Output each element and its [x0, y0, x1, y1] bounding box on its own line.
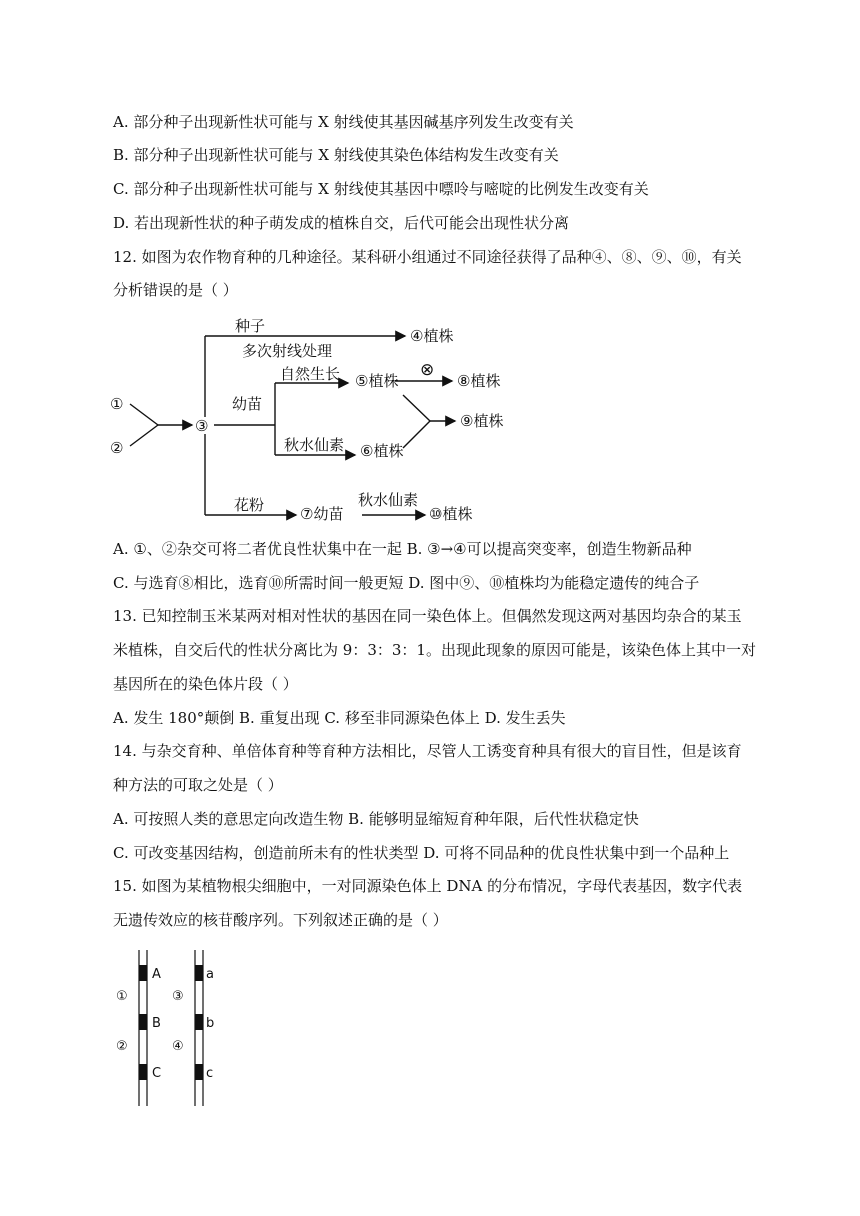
node-2: ② [110, 439, 124, 457]
q15-stem-line2: 无遗传效应的核苷酸序列。下列叙述正确的是（ ） [113, 911, 448, 929]
gene-B: B [152, 1016, 161, 1031]
q13-options: A. 发生 180°颠倒 B. 重复出现 C. 移至非同源染色体上 D. 发生丢失 [113, 709, 566, 727]
node-1: ① [110, 395, 124, 413]
plant-5: ⑤植株 [355, 372, 399, 390]
label-seed: 种子 [235, 317, 266, 335]
seedling-7: ⑦幼苗 [300, 505, 344, 523]
q11-option-c: C. 部分种子出现新性状可能与 X 射线使其基因中嘌呤与嘧啶的比例发生改变有关 [113, 180, 649, 198]
q15-stem-line1: 15. 如图为某植物根尖细胞中，一对同源染色体上 DNA 的分布情况，字母代表基因，数字代表 [113, 877, 743, 895]
segment-3: ③ [172, 989, 184, 1004]
segment-1: ① [116, 989, 128, 1004]
plant-8: ⑧植株 [457, 372, 501, 390]
breeding-pathway-diagram [100, 305, 540, 535]
gene-c: c [206, 1066, 214, 1081]
plant-6: ⑥植株 [360, 442, 404, 460]
label-seedling: 幼苗 [232, 395, 263, 413]
selfing-symbol: ⊗ [420, 360, 435, 380]
label-colchicine-2: 秋水仙素 [358, 491, 419, 509]
gene-b: b [206, 1016, 215, 1031]
label-pollen: 花粉 [234, 496, 265, 514]
label-radiation: 多次射线处理 [242, 342, 333, 360]
q11-option-a: A. 部分种子出现新性状可能与 X 射线使其基因碱基序列发生改变有关 [113, 113, 574, 131]
q14-options-cd: C. 可改变基因结构，创造前所未有的性状类型 D. 可将不同品种的优良性状集中到一个品种上 [113, 844, 730, 862]
label-colchicine-1: 秋水仙素 [284, 436, 345, 454]
q14-options-ab: A. 可按照人类的意思定向改造生物 B. 能够明显缩短育种年限，后代性状稳定快 [113, 810, 639, 828]
node-3: ③ [195, 417, 209, 435]
label-natural-growth: 自然生长 [280, 365, 341, 383]
q11-option-b: B. 部分种子出现新性状可能与 X 射线使其染色体结构发生改变有关 [113, 146, 559, 164]
q12-stem-line2: 分析错误的是（ ） [113, 281, 238, 299]
plant-9: ⑨植株 [460, 412, 504, 430]
segment-4: ④ [172, 1039, 184, 1054]
q14-stem-line2: 种方法的可取之处是（ ） [113, 776, 283, 794]
q11-option-d: D. 若出现新性状的种子萌发成的植株自交，后代可能会出现性状分离 [113, 214, 570, 232]
q12-options-ab: A. ①、②杂交可将二者优良性状集中在一起 B. ③→④可以提高突变率，创造生物新品种 [113, 540, 692, 558]
q13-stem-line1: 13. 已知控制玉米某两对相对性状的基因在同一染色体上。但偶然发现这两对基因均杂合的某玉 [113, 607, 742, 625]
q13-stem-line3: 基因所在的染色体片段（ ） [113, 675, 298, 693]
q12-stem-line1: 12. 如图为农作物育种的几种途径。某科研小组通过不同途径获得了品种④、⑧、⑨、⑩，有关 [113, 248, 742, 266]
gene-a: a [206, 967, 214, 982]
segment-2: ② [116, 1039, 128, 1054]
chromosome-diagram [110, 948, 220, 1108]
plant-4: ④植株 [410, 327, 454, 345]
q14-stem-line1: 14. 与杂交育种、单倍体育种等育种方法相比，尽管人工诱变育种具有很大的盲目性，但是该育 [113, 742, 742, 760]
q13-stem-line2: 米植株，自交后代的性状分离比为 9：3：3：1。出现此现象的原因可能是，该染色体上其中一对 [113, 641, 756, 659]
gene-C: C [152, 1066, 162, 1081]
q12-options-cd: C. 与选育⑧相比，选育⑩所需时间一般更短 D. 图中⑨、⑩植株均为能稳定遗传的纯合子 [113, 574, 700, 592]
plant-10: ⑩植株 [429, 505, 473, 523]
gene-A: A [152, 967, 161, 982]
